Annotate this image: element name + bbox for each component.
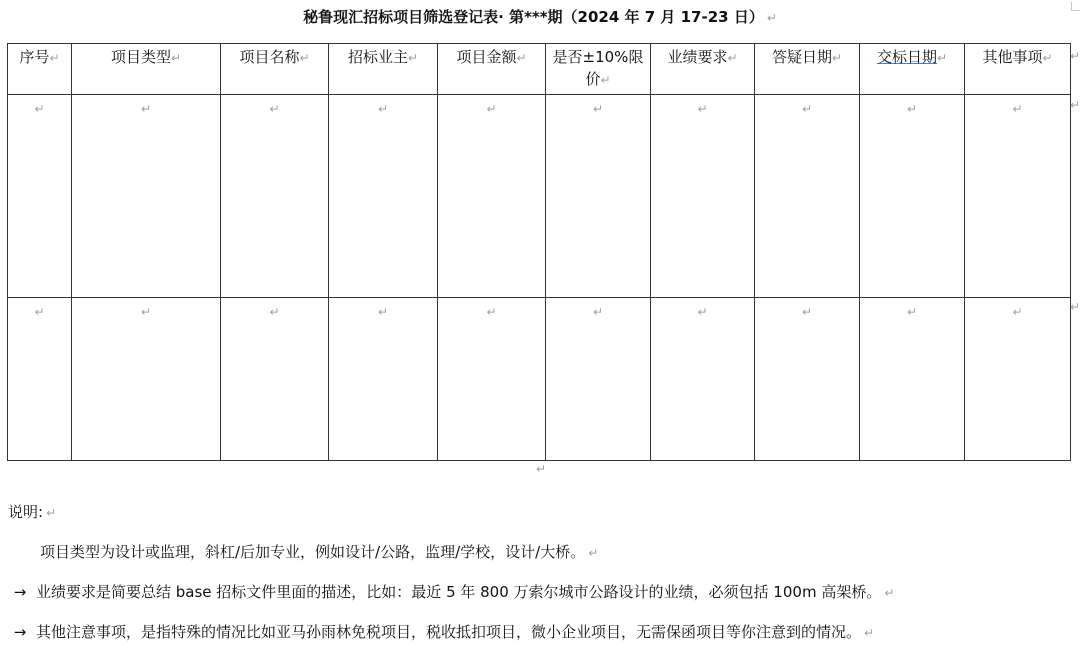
header-cell-index[interactable] bbox=[8, 44, 72, 95]
note-item bbox=[8, 540, 1068, 580]
header-label: 项目金额 bbox=[456, 48, 517, 66]
header-label: 交标日期 bbox=[876, 48, 937, 66]
table-cell[interactable] bbox=[72, 298, 221, 461]
document-title bbox=[0, 7, 1080, 28]
registration-table bbox=[7, 43, 1071, 461]
cell-end-mark: ↵ bbox=[1012, 305, 1023, 319]
note-item bbox=[8, 620, 1068, 660]
table-cell[interactable] bbox=[965, 298, 1071, 461]
cell-end-mark: ↵ bbox=[269, 305, 280, 319]
header-label: 是否±10%限价 bbox=[552, 48, 644, 88]
header-label: 项目类型 bbox=[110, 48, 171, 66]
cell-end-mark: ↵ bbox=[697, 305, 708, 319]
header-cell-project-name[interactable] bbox=[221, 44, 329, 95]
table-cell[interactable] bbox=[438, 298, 546, 461]
cell-end-mark: ↵ bbox=[170, 51, 182, 65]
header-cell-project-amount[interactable] bbox=[438, 44, 546, 95]
cell-end-mark: ↵ bbox=[269, 102, 280, 116]
header-cell-other-matters[interactable] bbox=[965, 44, 1071, 95]
table-cell[interactable] bbox=[651, 95, 755, 298]
table-cell[interactable] bbox=[438, 95, 546, 298]
paragraph-mark: ↵ bbox=[588, 546, 599, 560]
paragraph-mark: ↵ bbox=[864, 626, 875, 640]
cell-end-mark: ↵ bbox=[407, 51, 419, 65]
cell-end-mark: ↵ bbox=[377, 305, 389, 319]
header-cell-price-limit[interactable] bbox=[546, 44, 651, 95]
row-end-mark: ↵ bbox=[1070, 98, 1080, 112]
header-label: 答疑日期 bbox=[771, 48, 832, 66]
cell-end-mark: ↵ bbox=[831, 51, 843, 65]
notes-section bbox=[8, 500, 1068, 660]
note-text: 业绩要求是简要总结 base 招标文件里面的描述，比如：最近 5 年 800 万索尔城市公路设计的业绩，必须包括 100m 高架桥。 bbox=[36, 583, 882, 601]
cell-end-mark: ↵ bbox=[377, 102, 389, 116]
note-text: 项目类型为设计或监理，斜杠/后加专业，例如设计/公路，监理/学校，设计/大桥。 bbox=[40, 543, 586, 561]
table-row bbox=[8, 95, 1071, 298]
row-end-mark: ↵ bbox=[1070, 300, 1080, 314]
paragraph-mark: ↵ bbox=[884, 586, 895, 600]
paragraph-mark: ↵ bbox=[46, 506, 57, 520]
table-cell[interactable] bbox=[860, 95, 965, 298]
arrow-bullet-icon: → bbox=[13, 583, 27, 601]
table-cell[interactable] bbox=[8, 298, 72, 461]
cell-end-mark: ↵ bbox=[140, 305, 152, 319]
table-header-row bbox=[8, 44, 1071, 95]
cell-end-mark: ↵ bbox=[592, 102, 604, 116]
cell-end-mark: ↵ bbox=[34, 305, 45, 319]
table-cell[interactable] bbox=[860, 298, 965, 461]
header-cell-qa-date[interactable] bbox=[755, 44, 860, 95]
document-title-text: 秘鲁现汇招标项目筛选登记表· 第***期（2024 年 7 月 17-23 日） bbox=[303, 8, 764, 26]
table-cell[interactable] bbox=[755, 95, 860, 298]
cell-end-mark: ↵ bbox=[140, 102, 152, 116]
cell-end-mark: ↵ bbox=[727, 51, 738, 65]
cell-end-mark: ↵ bbox=[801, 102, 813, 116]
cell-end-mark: ↵ bbox=[600, 73, 611, 87]
table-cell[interactable] bbox=[221, 95, 329, 298]
cell-end-mark: ↵ bbox=[1012, 102, 1023, 116]
arrow-bullet-icon: → bbox=[13, 623, 27, 641]
table-cell[interactable] bbox=[72, 95, 221, 298]
cell-end-mark: ↵ bbox=[906, 102, 918, 116]
cell-end-mark: ↵ bbox=[697, 102, 708, 116]
note-text: 其他注意事项，是指特殊的情况比如亚马孙雨林免税项目，税收抵扣项目，微小企业项目，无需保函项目等你注意到的情况。 bbox=[36, 623, 862, 641]
cell-end-mark: ↵ bbox=[516, 51, 527, 65]
cell-end-mark: ↵ bbox=[34, 102, 45, 116]
paragraph-mark: ↵ bbox=[536, 462, 547, 476]
cell-end-mark: ↵ bbox=[486, 305, 497, 319]
table-cell[interactable] bbox=[329, 298, 438, 461]
header-label: 项目名称 bbox=[239, 48, 300, 66]
header-label: 业绩要求 bbox=[667, 48, 728, 66]
cell-end-mark: ↵ bbox=[592, 305, 604, 319]
table-cell[interactable] bbox=[8, 95, 72, 298]
header-label: 其他事项 bbox=[982, 48, 1043, 66]
cell-end-mark: ↵ bbox=[299, 51, 310, 65]
table-cell[interactable] bbox=[546, 95, 651, 298]
header-cell-performance-req[interactable] bbox=[651, 44, 755, 95]
table-cell[interactable] bbox=[329, 95, 438, 298]
table-cell[interactable] bbox=[965, 95, 1071, 298]
header-cell-project-type[interactable] bbox=[72, 44, 221, 95]
row-end-mark: ↵ bbox=[1070, 49, 1080, 63]
paragraph-mark: ↵ bbox=[766, 11, 777, 25]
table-cell[interactable] bbox=[755, 298, 860, 461]
cell-end-mark: ↵ bbox=[801, 305, 813, 319]
cell-end-mark: ↵ bbox=[936, 51, 948, 65]
cell-end-mark: ↵ bbox=[49, 51, 60, 65]
table-row bbox=[8, 298, 1071, 461]
note-item bbox=[8, 580, 1068, 620]
table-cell[interactable] bbox=[546, 298, 651, 461]
cell-end-mark: ↵ bbox=[486, 102, 497, 116]
table-cell[interactable] bbox=[651, 298, 755, 461]
header-cell-submission-date[interactable] bbox=[860, 44, 965, 95]
cell-end-mark: ↵ bbox=[1042, 51, 1053, 65]
cell-end-mark: ↵ bbox=[906, 305, 918, 319]
header-label: 招标业主 bbox=[347, 48, 408, 66]
notes-heading bbox=[8, 500, 1068, 540]
notes-heading-text: 说明: bbox=[8, 503, 44, 521]
header-cell-tender-owner[interactable] bbox=[329, 44, 438, 95]
header-label: 序号 bbox=[19, 48, 50, 66]
table-cell[interactable] bbox=[221, 298, 329, 461]
